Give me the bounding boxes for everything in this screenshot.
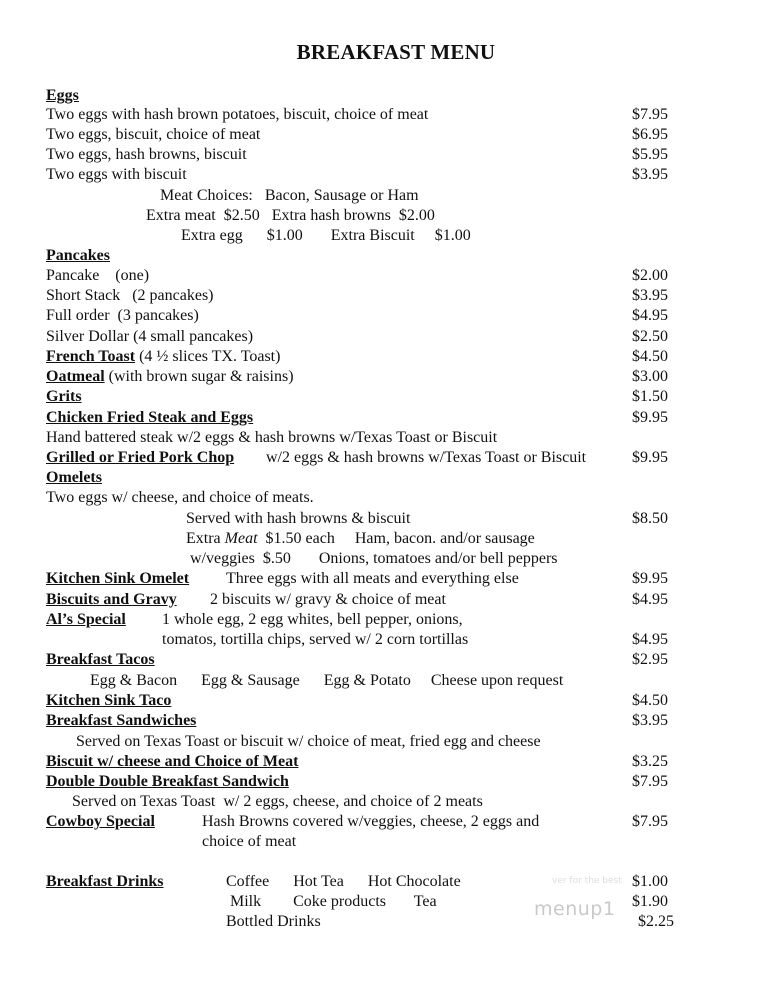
menu-item-price: $2.95 <box>632 651 668 668</box>
omelets-extra-meat <box>186 529 535 549</box>
breakfast-sandwiches-name: Breakfast Sandwiches <box>46 712 197 729</box>
egg-extras-line: Extra meat $2.50 Extra hash browns $2.00 <box>146 207 435 224</box>
omelets-extra-prefix: Extra <box>186 530 225 547</box>
oatmeal-name: Oatmeal <box>46 368 105 385</box>
drinks-row: Bottled Drinks <box>226 913 321 930</box>
pancakes-heading: Pancakes <box>46 247 110 264</box>
egg-extras-line: Extra egg $1.00 Extra Biscuit $1.00 <box>181 227 471 244</box>
drinks-row: Milk Coke products Tea <box>230 893 437 910</box>
cfs-desc: Hand battered steak w/2 eggs & hash browns w/Texas Toast or Biscuit <box>46 429 498 446</box>
menu-item-price: $5.95 <box>632 146 668 163</box>
menu-item-price: $7.95 <box>632 773 668 790</box>
menu-item-price: $3.95 <box>632 712 668 729</box>
omelets-veggies: w/veggies $.50 Onions, tomatoes and/or bell peppers <box>190 550 558 567</box>
french-toast-desc: (4 ½ slices TX. Toast) <box>135 348 281 365</box>
menu-item-price: $2.00 <box>632 267 668 284</box>
watermark: menup1 <box>534 898 616 920</box>
menu-item-price: $3.95 <box>632 287 668 304</box>
menu-item-name: Two eggs, hash browns, biscuit <box>46 146 247 163</box>
menu-item-name: Full order (3 pancakes) <box>46 307 199 324</box>
menu-item-name: Pancake (one) <box>46 267 150 284</box>
menu-item-price: $1.90 <box>632 893 668 910</box>
kitchen-sink-omelet-name: Kitchen Sink Omelet <box>46 570 190 587</box>
menu-item-price: $9.95 <box>632 449 668 466</box>
eggs-heading: Eggs <box>46 87 79 104</box>
biscuits-gravy-desc: 2 biscuits w/ gravy & choice of meat <box>210 591 446 608</box>
oatmeal-desc: (with brown sugar & raisins) <box>104 368 294 385</box>
page-title: BREAKFAST MENU <box>296 40 496 64</box>
cowboy-special-name: Cowboy Special <box>46 813 155 830</box>
pork-chop-name: Grilled or Fried Pork Chop <box>46 449 235 466</box>
menu-item-price: $1.50 <box>632 388 668 405</box>
menu-item-price: $1.00 <box>632 873 668 890</box>
menu-item-name: Silver Dollar (4 small pancakes) <box>46 328 254 345</box>
french-toast-name: French Toast <box>46 348 136 365</box>
menu-item-price: $4.50 <box>632 348 668 365</box>
pork-chop-desc: w/2 eggs & hash browns w/Texas Toast or Biscuit <box>266 449 587 466</box>
kitchen-sink-taco-name: Kitchen Sink Taco <box>46 692 172 709</box>
cowboy-special-desc: choice of meat <box>202 833 297 850</box>
menu-item-price: $4.95 <box>632 631 668 648</box>
menu-item-price: $4.50 <box>632 692 668 709</box>
menu-item-price: $2.25 <box>638 913 674 930</box>
cfs-name: Chicken Fried Steak and Eggs <box>46 409 254 426</box>
omelets-heading: Omelets <box>46 469 102 486</box>
menu-item-price: $3.95 <box>632 166 668 183</box>
omelets-extra-rest: $1.50 each Ham, bacon. and/or sausage <box>257 530 535 547</box>
menu-item-price: $3.25 <box>632 753 668 770</box>
breakfast-tacos-name: Breakfast Tacos <box>46 651 155 668</box>
menu-item-price: $7.95 <box>632 106 668 123</box>
omelets-extra-meat-word: Meat <box>224 530 258 547</box>
cowboy-special-desc: Hash Browns covered w/veggies, cheese, 2 eggs and <box>202 813 540 830</box>
biscuits-gravy-name: Biscuits and Gravy <box>46 591 177 608</box>
omelets-desc: Two eggs w/ cheese, and choice of meats. <box>46 489 314 506</box>
menu-item-price: $4.95 <box>632 591 668 608</box>
menu-item-price: $4.95 <box>632 307 668 324</box>
menu-item-price: $8.50 <box>632 510 668 527</box>
menu-item-price: $9.95 <box>632 409 668 426</box>
menu-item-name: Two eggs, biscuit, choice of meat <box>46 126 261 143</box>
menu-item-price: $3.00 <box>632 368 668 385</box>
drinks-row: Coffee Hot Tea Hot Chocolate <box>226 873 461 890</box>
double-double-desc: Served on Texas Toast w/ 2 eggs, cheese, and choice of 2 meats <box>72 793 483 810</box>
grits-name: Grits <box>46 388 82 405</box>
drinks-heading: Breakfast Drinks <box>46 873 164 890</box>
kitchen-sink-omelet-desc: Three eggs with all meats and everything else <box>226 570 519 587</box>
oatmeal-item <box>46 367 294 387</box>
breakfast-sandwiches-desc: Served on Texas Toast or biscuit w/ choice of meat, fried egg and cheese <box>76 733 541 750</box>
als-special-name: Al’s Special <box>46 611 126 628</box>
menu-item-price: $6.95 <box>632 126 668 143</box>
meat-choices: Meat Choices: Bacon, Sausage or Ham <box>160 187 419 204</box>
menu-item-name: Two eggs with hash brown potatoes, biscuit, choice of meat <box>46 106 429 123</box>
double-double-name: Double Double Breakfast Sandwich <box>46 773 289 790</box>
french-toast-item <box>46 347 280 367</box>
als-special-desc: tomatos, tortilla chips, served w/ 2 corn tortillas <box>162 631 469 648</box>
menu-item-price: $9.95 <box>632 570 668 587</box>
menu-item-price: $2.50 <box>632 328 668 345</box>
als-special-desc: 1 whole egg, 2 egg whites, bell pepper, onions, <box>162 611 463 628</box>
breakfast-tacos-options: Egg & Bacon Egg & Sausage Egg & Potato Cheese upon request <box>90 672 564 689</box>
menu-item-name: Short Stack (2 pancakes) <box>46 287 214 304</box>
watermark-tagline: ver for the best <box>552 876 622 886</box>
biscuit-cheese-name: Biscuit w/ cheese and Choice of Meat <box>46 753 299 770</box>
menu-item-price: $7.95 <box>632 813 668 830</box>
menu-item-name: Two eggs with biscuit <box>46 166 187 183</box>
omelets-served: Served with hash browns & biscuit <box>186 510 411 527</box>
